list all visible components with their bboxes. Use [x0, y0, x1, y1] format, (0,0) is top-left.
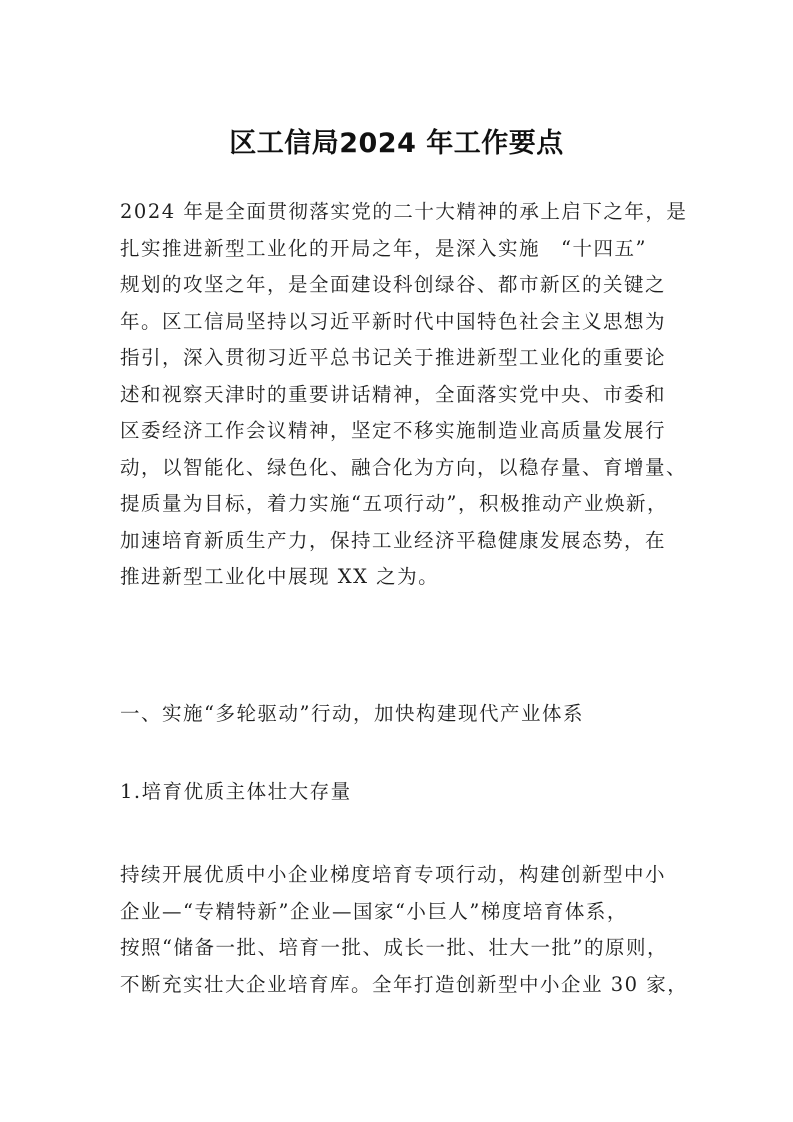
paragraph-line: 推进新型工业化中展现 XX 之为。 [120, 565, 440, 588]
paragraph-line: 动，以智能化、绿色化、融合化为方向，以稳存量、育增量、 [120, 455, 688, 479]
paragraph-line: 不断充实壮大企业培育库。全年打造创新型中小企业 30 家， [120, 972, 689, 996]
paragraph-line: 按照“储备一批、培育一批、成长一批、壮大一批”的原则， [120, 936, 668, 959]
intro-paragraph [120, 194, 688, 596]
body-paragraph [120, 857, 689, 1003]
paragraph-line: 述和视察天津时的重要讲话精神，全面落实党中央、市委和 [120, 382, 667, 406]
paragraph-line: 年。区工信局坚持以习近平新时代中国特色社会主义思想为 [120, 309, 667, 333]
paragraph-line: 提质量为目标，着力实施“五项行动”，积极推动产业焕新， [120, 492, 668, 515]
paragraph-line: 扎实推进新型工业化的开局之年，是深入实施 “十四五” [120, 236, 647, 260]
paragraph-line: 加速培育新质生产力，保持工业经济平稳健康发展态势，在 [120, 528, 667, 552]
paragraph-line: 持续开展优质中小企业梯度培育专项行动，构建创新型中小 [120, 863, 667, 886]
paragraph-line: 2024 年是全面贯彻落实党的二十大精神的承上启下之年，是 [120, 200, 688, 223]
subsection-heading: 1.培育优质主体壮大存量 [120, 780, 352, 803]
paragraph-line: 指引，深入贯彻习近平总书记关于推进新型工业化的重要论 [120, 346, 667, 369]
section-heading: 一、实施“多轮驱动”行动，加快构建现代产业体系 [120, 702, 584, 725]
paragraph-line: 企业—“专精特新”企业—国家“小巨人”梯度培育体系， [120, 899, 628, 923]
paragraph-line: 区委经济工作会议精神，坚定不移实施制造业高质量发展行 [120, 419, 667, 442]
document-title: 区工信局2024 年工作要点 [229, 128, 564, 159]
paragraph-line: 规划的攻坚之年，是全面建设科创绿谷、都市新区的关键之 [120, 273, 667, 296]
